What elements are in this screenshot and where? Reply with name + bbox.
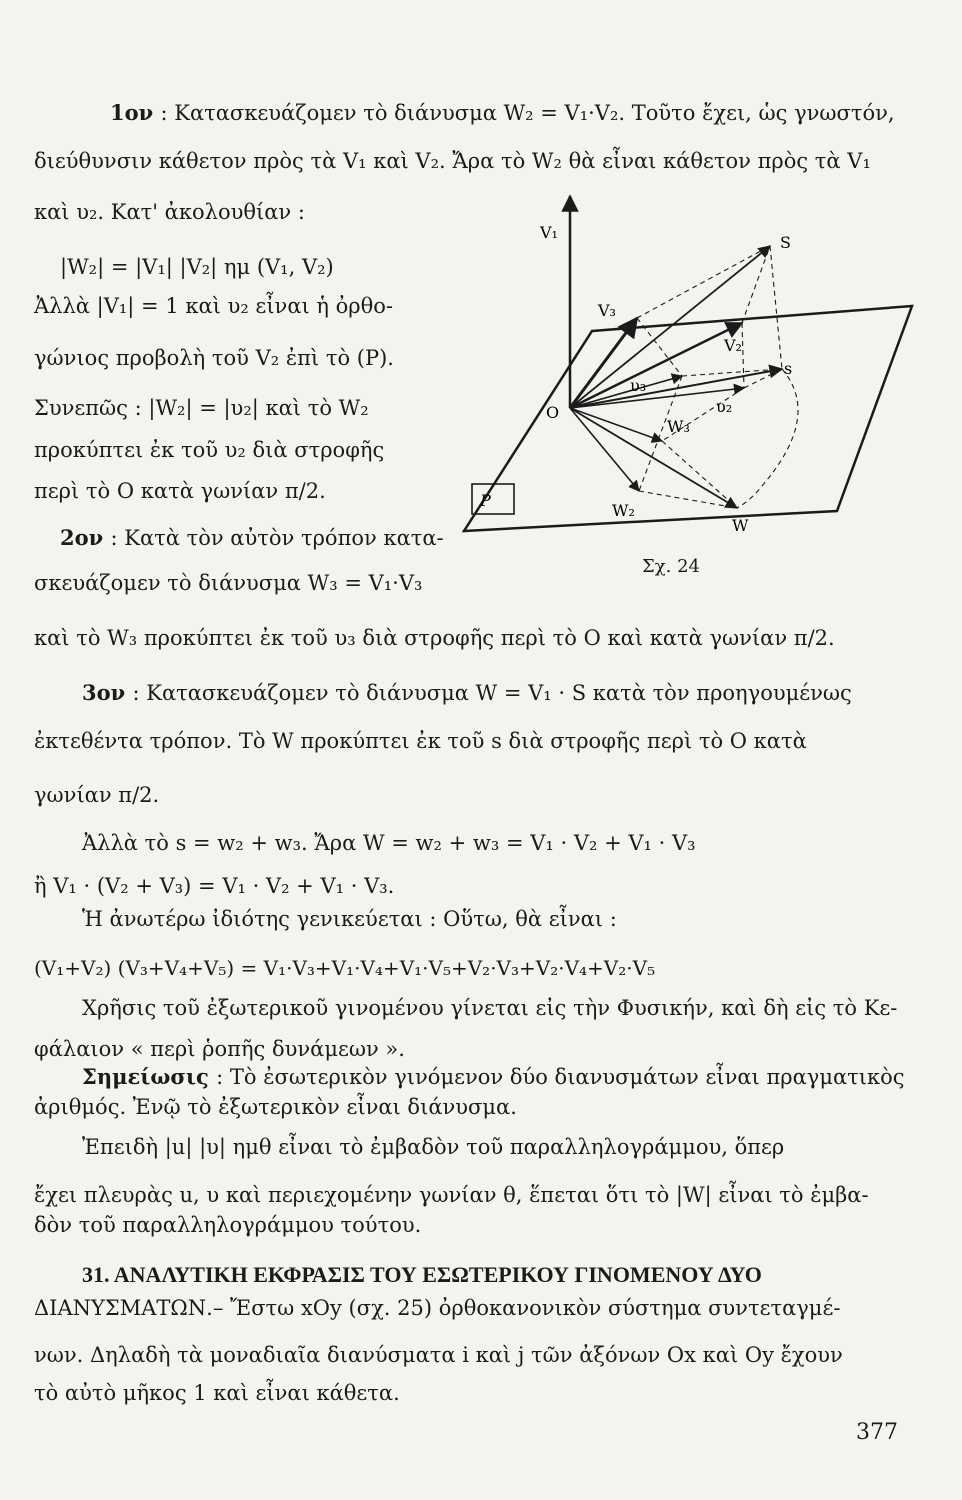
- text-line-16: Ἀλλὰ τὸ s = w₂ + w₃. Ἄρα W = w₂ + w₃ = V₁ · V₂ + V₁ · V₃: [82, 831, 696, 855]
- text-line-15: γωνίαν π/2.: [34, 783, 160, 807]
- label-s-top: S: [780, 233, 791, 252]
- text-line-1: 1ον : Κατασκευάζομεν τὸ διάνυσμα W₂ = V₁·V₂. Τοῦτο ἔχει, ὡς γνωστόν,: [110, 100, 895, 125]
- vector-s: [570, 246, 770, 408]
- label-v3: V₃: [598, 301, 616, 320]
- text-line-22: Σημείωσις : Τὸ ἐσωτερικὸν γινόμενον δύο διανυσμάτων εἶναι πραγματικὸς: [82, 1064, 905, 1089]
- vector-s-proj: [570, 369, 782, 408]
- vector-v2: [570, 323, 742, 408]
- text-line-18: Ἡ ἀνωτέρω ἰδιότης γενικεύεται : Οὕτω, θὰ εἶναι :: [82, 907, 617, 931]
- text-line-23: ἀριθμός. Ἐνῷ τὸ ἐξωτερικὸν εἶναι διάνυσμα.: [34, 1095, 517, 1119]
- text-line-9: περὶ τὸ Ο κατὰ γωνίαν π/2.: [34, 479, 326, 503]
- text-line-20: Χρῆσις τοῦ ἐξωτερικοῦ γινομένου γίνεται εἰς τὴν Φυσικήν, καὶ δὴ εἰς τὸ Κε-: [82, 996, 898, 1020]
- text-line-5: Ἀλλὰ |V₁| = 1 καὶ υ₂ εἶναι ἡ ὀρθο-: [34, 294, 394, 318]
- text-line-3: καὶ υ₂. Κατ' ἀκολουθίαν :: [34, 200, 305, 224]
- text-line-11: σκευάζομεν τὸ διάνυσμα W₃ = V₁·V₃: [34, 571, 423, 595]
- vector-w: [570, 408, 737, 508]
- text-line-25: ἔχει πλευρὰς u, υ καὶ περιεχομένην γωνίαν θ, ἕπεται ὅτι τὸ |W| εἶναι τὸ ἐμβα-: [34, 1183, 869, 1207]
- text-line-2: διεύθυνσιν κάθετον πρὸς τὰ V₁ καὶ V₂. Ἄρα τὸ W₂ θὰ εἶναι κάθετον πρὸς τὰ V₁: [34, 149, 871, 173]
- construction-lines: [637, 246, 798, 508]
- label-plane: P: [480, 491, 491, 510]
- text-line-29: νων. Δηλαδὴ τὰ μοναδιαῖα διανύσματα i καὶ j τῶν ἀξόνων Ox καὶ Oy ἔχουν: [34, 1343, 843, 1367]
- label-w3: W₃: [667, 417, 690, 436]
- figure-24-diagram: [462, 186, 932, 546]
- section-heading: 31. ΑΝΑΛΥΤΙΚΗ ΕΚΦΡΑΣΙΣ ΤΟΥ ΕΣΩΤΕΡΙΚΟΥ ΓΙΝΟΜΕΝΟΥ ΔΥΟ: [82, 1262, 762, 1287]
- text-line-8: προκύπτει ἐκ τοῦ υ₂ διὰ στροφῆς: [34, 438, 385, 462]
- text-line-19: (V₁+V₂) (V₃+V₄+V₅) = V₁·V₃+V₁·V₄+V₁·V₅+V₂·V₃+V₂·V₄+V₂·V₅: [34, 956, 656, 980]
- label-v2: V₂: [724, 336, 742, 355]
- label-v1: V₁: [540, 223, 558, 242]
- text-line-21: φάλαιον « περὶ ῥοπῆς δυνάμεων ».: [34, 1037, 405, 1061]
- text-line-14: ἐκτεθέντα τρόπον. Τὸ W προκύπτει ἐκ τοῦ s διὰ στροφῆς περὶ τὸ Ο κατὰ: [34, 729, 807, 753]
- text-line-17: ἢ V₁ · (V₂ + V₃) = V₁ · V₂ + V₁ · V₃.: [34, 874, 395, 898]
- text-line-24: Ἐπειδὴ |u| |υ| ημθ εἶναι τὸ ἐμβαδὸν τοῦ παραλληλογράμμου, ὅπερ: [82, 1135, 785, 1159]
- text-line-12: καὶ τὸ W₃ προκύπτει ἐκ τοῦ υ₃ διὰ στροφῆς περὶ τὸ Ο καὶ κατὰ γωνίαν π/2.: [34, 626, 835, 650]
- label-s-side: s: [784, 359, 793, 378]
- text-line-13: 3ον : Κατασκευάζομεν τὸ διάνυσμα W = V₁ · S κατὰ τὸν προηγουμένως: [82, 680, 852, 705]
- label-u3: υ₃: [630, 376, 647, 395]
- text-line-6: γώνιος προβολὴ τοῦ V₂ ἐπὶ τὸ (P).: [34, 346, 394, 370]
- text-line-4: |W₂| = |V₁| |V₂| ημ (V₁, V₂): [60, 255, 334, 279]
- label-u2: υ₂: [716, 397, 733, 416]
- text-line-10: 2ον : Κατὰ τὸν αὐτὸν τρόπον κατα-: [60, 525, 444, 550]
- figure-caption: Σχ. 24: [642, 556, 700, 577]
- label-origin: O: [546, 403, 560, 422]
- text-line-28: ΔΙΑΝΥΣΜΑΤΩΝ.– Ἔστω xOy (σχ. 25) ὀρθοκανονικὸν σύστημα συντεταγμέ-: [34, 1296, 841, 1320]
- text-line-30: τὸ αὐτὸ μῆκος 1 καὶ εἶναι κάθετα.: [34, 1381, 400, 1405]
- label-w: W: [732, 516, 749, 535]
- label-w2: W₂: [612, 501, 635, 520]
- page-number: 377: [856, 1420, 898, 1445]
- text-line-26: δὸν τοῦ παραλληλογράμμου τούτου.: [34, 1213, 422, 1237]
- text-line-7: Συνεπῶς : |W₂| = |υ₂| καὶ τὸ W₂: [34, 396, 369, 420]
